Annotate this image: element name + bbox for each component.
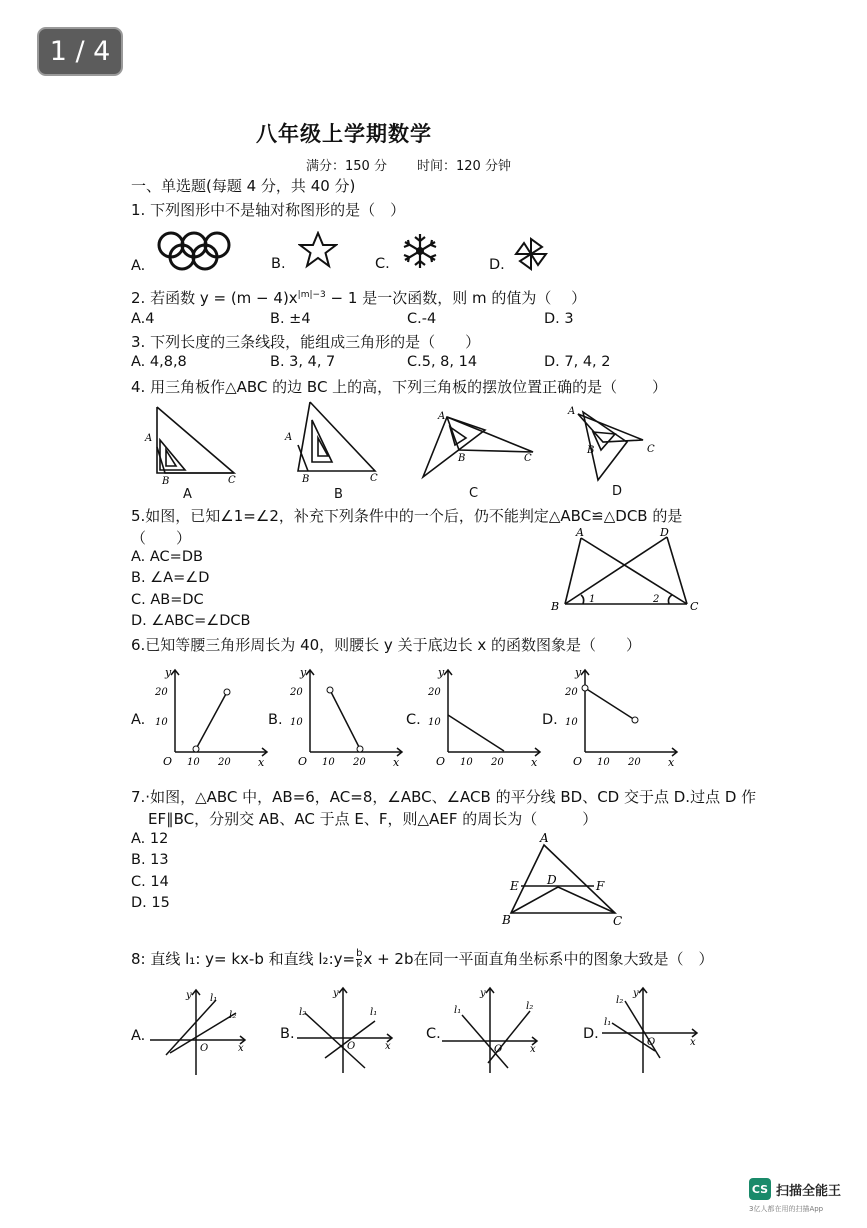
svg-text:x: x (385, 1041, 391, 1052)
svg-text:10: 10 (597, 757, 610, 768)
svg-text:10: 10 (155, 717, 168, 728)
svg-text:y: y (333, 988, 339, 999)
svg-text:D: D (547, 873, 557, 887)
q4-figure-a (140, 400, 250, 490)
q7-stem-line1: 7.·如图，△ABC 中，AB=6，AC=8，∠ABC、∠ACB 的平分线 BD、CD 交于点 D.过点 D 作 (131, 788, 757, 806)
q6-graph-c (418, 660, 548, 770)
q8-option-a[interactable]: A. (131, 1028, 146, 1044)
svg-text:O: O (436, 755, 446, 768)
svg-text:O: O (573, 755, 583, 768)
q4-caption-c[interactable]: C (469, 486, 479, 501)
q5-paren: （ ） (131, 529, 192, 547)
svg-text:20: 20 (491, 757, 504, 768)
q4-caption-d[interactable]: D (612, 484, 623, 499)
svg-text:y: y (633, 988, 639, 999)
q6-option-b[interactable]: B. (268, 712, 283, 728)
svg-text:x: x (238, 1043, 244, 1054)
page-indicator[interactable]: 1 / 4 (37, 27, 123, 76)
q6-graph-b (280, 660, 410, 770)
svg-text:C: C (524, 453, 532, 464)
svg-text:y: y (480, 988, 486, 999)
q4-figure-b (280, 400, 390, 490)
score-info: 满分：150 分 (306, 159, 387, 174)
q7-option-c[interactable]: C. 14 (131, 874, 169, 890)
svg-text:l₁: l₁ (454, 1005, 462, 1016)
svg-text:O: O (200, 1043, 209, 1054)
svg-text:10: 10 (460, 757, 473, 768)
q1-option-d[interactable]: D. (489, 257, 505, 273)
q6-option-d[interactable]: D. (542, 712, 558, 728)
svg-text:10: 10 (565, 717, 578, 728)
svg-text:B: B (551, 600, 560, 613)
svg-text:O: O (298, 755, 308, 768)
svg-text:l₂: l₂ (229, 1010, 237, 1021)
svg-text:A: A (438, 411, 446, 422)
q5-option-d[interactable]: D. ∠ABC=∠DCB (131, 613, 251, 629)
svg-text:E: E (510, 879, 519, 893)
pinwheel-figure (512, 236, 550, 272)
svg-text:y: y (165, 666, 172, 679)
page-title: 八年级上学期数学 (256, 122, 432, 146)
watermark-tagline: 3亿人都在用的扫描App (749, 1205, 824, 1213)
svg-text:B: B (162, 476, 170, 487)
q6-option-c[interactable]: C. (406, 712, 421, 728)
q3-stem: 3. 下列长度的三条线段，能组成三角形的是（ ） (131, 333, 481, 351)
q2-option-a[interactable]: A.4 (131, 311, 155, 327)
svg-text:C: C (690, 600, 699, 613)
q5-option-b[interactable]: B. ∠A=∠D (131, 570, 210, 586)
svg-text:C: C (228, 475, 236, 486)
svg-text:2: 2 (653, 594, 660, 605)
svg-text:O: O (163, 755, 173, 768)
q8-option-b[interactable]: B. (280, 1026, 295, 1042)
svg-text:D: D (660, 527, 669, 539)
q5-option-c[interactable]: C. AB=DC (131, 592, 204, 608)
q2-option-d[interactable]: D. 3 (544, 311, 574, 327)
olympic-rings-figure (155, 229, 235, 273)
q7-stem-line2: EF∥BC，分别交 AB、AC 于点 E、F，则△AEF 的周长为（ ） (148, 810, 598, 828)
q4-figure-d (565, 402, 675, 484)
svg-text:y: y (575, 666, 582, 679)
star-figure (298, 231, 338, 269)
q8-graph-c (440, 983, 550, 1078)
q8-graph-d (600, 983, 710, 1078)
q7-option-a[interactable]: A. 12 (131, 831, 169, 847)
svg-text:A: A (576, 527, 584, 539)
q1-option-a[interactable]: A. (131, 258, 146, 274)
svg-text:O: O (494, 1044, 503, 1055)
q2-option-b[interactable]: B. ±4 (270, 311, 311, 327)
q8-graph-b (295, 983, 405, 1078)
q7-figure (498, 830, 633, 930)
svg-text:10: 10 (290, 717, 303, 728)
svg-text:20: 20 (428, 687, 441, 698)
svg-text:A: A (285, 432, 293, 443)
q8-option-d[interactable]: D. (583, 1026, 599, 1042)
q8-stem: 8: 直线 l₁: y= kx-b 和直线 l₂:y= $\frac{b}{k}$ x + 2b在同一平面直角坐标系中的图象大致是（ ） (131, 948, 714, 970)
svg-text:20: 20 (155, 687, 168, 698)
svg-text:O: O (347, 1041, 356, 1052)
q7-option-b[interactable]: B. 13 (131, 852, 169, 868)
q4-stem: 4. 用三角板作△ABC 的边 BC 上的高，下列三角板的摆放位置正确的是（ ） (131, 378, 667, 396)
q4-caption-b[interactable]: B (334, 487, 343, 502)
svg-text:y: y (438, 666, 445, 679)
svg-text:B: B (458, 453, 466, 464)
q6-stem: 6.已知等腰三角形周长为 40，则腰长 y 关于底边长 x 的函数图象是（ ） (131, 636, 641, 654)
q3-option-b[interactable]: B. 3, 4, 7 (270, 354, 336, 370)
q3-option-a[interactable]: A. 4,8,8 (131, 354, 187, 370)
svg-text:B: B (587, 445, 595, 456)
svg-text:10: 10 (322, 757, 335, 768)
q5-option-a[interactable]: A. AC=DB (131, 549, 203, 565)
snowflake-figure (400, 232, 440, 270)
q8-option-c[interactable]: C. (426, 1026, 441, 1042)
camscanner-logo-icon: CS (749, 1178, 771, 1200)
q6-graph-a (145, 660, 275, 770)
q7-option-d[interactable]: D. 15 (131, 895, 170, 911)
svg-text:x: x (668, 756, 675, 769)
svg-text:l₁: l₁ (604, 1017, 612, 1028)
svg-text:A: A (568, 406, 576, 417)
svg-text:x: x (531, 756, 538, 769)
svg-text:C: C (370, 473, 378, 484)
svg-text:B: B (302, 474, 310, 485)
svg-text:l₁: l₁ (370, 1007, 378, 1018)
q5-stem: 5.如图，已知∠1=∠2，补充下列条件中的一个后，仍不能判定△ABC≌△DCB 的是 (131, 507, 683, 525)
q1-option-b[interactable]: B. (271, 256, 286, 272)
q3-option-c[interactable]: C.5, 8, 14 (407, 354, 478, 370)
svg-text:20: 20 (565, 687, 578, 698)
svg-text:l₁: l₁ (210, 993, 218, 1004)
svg-text:y: y (186, 990, 192, 1001)
q6-option-a[interactable]: A. (131, 712, 146, 728)
q2-option-c[interactable]: C.-4 (407, 311, 437, 327)
svg-text:l₂: l₂ (616, 995, 624, 1006)
q5-figure (545, 527, 705, 617)
q4-figure-c (420, 405, 540, 485)
svg-text:C: C (647, 444, 655, 455)
time-info: 时间：120 分钟 (417, 159, 511, 174)
q1-option-c[interactable]: C. (375, 256, 390, 272)
svg-text:10: 10 (428, 717, 441, 728)
svg-text:F: F (596, 879, 605, 893)
q1-stem: 1. 下列图形中不是轴对称图形的是（ ） (131, 201, 406, 219)
svg-text:1: 1 (589, 594, 596, 605)
svg-text:20: 20 (353, 757, 366, 768)
svg-text:A: A (145, 433, 153, 444)
q8-graph-a (148, 985, 258, 1080)
svg-text:l₂: l₂ (526, 1001, 534, 1012)
svg-text:l₂: l₂ (299, 1007, 307, 1018)
svg-text:x: x (690, 1037, 696, 1048)
section-heading: 一、单选题(每题 4 分，共 40 分) (131, 177, 356, 195)
svg-text:x: x (530, 1044, 536, 1055)
svg-text:B: B (502, 913, 511, 927)
q3-option-d[interactable]: D. 7, 4, 2 (544, 354, 611, 370)
svg-text:20: 20 (290, 687, 303, 698)
svg-text:A: A (540, 831, 549, 845)
svg-text:20: 20 (628, 757, 641, 768)
q2-stem: 2. 若函数 $y = (m - 4)x^{|m|-3} - 1$ 是一次函数，则 m 的值为（ ） (131, 289, 587, 307)
svg-text:20: 20 (218, 757, 231, 768)
svg-text:x: x (393, 756, 400, 769)
q4-caption-a[interactable]: A (183, 487, 192, 502)
svg-text:10: 10 (187, 757, 200, 768)
svg-text:O: O (647, 1037, 656, 1048)
svg-text:y: y (300, 666, 307, 679)
q6-graph-d (555, 660, 685, 770)
watermark-name: 扫描全能王 (776, 1184, 842, 1199)
svg-text:x: x (258, 756, 265, 769)
svg-text:C: C (613, 914, 623, 928)
